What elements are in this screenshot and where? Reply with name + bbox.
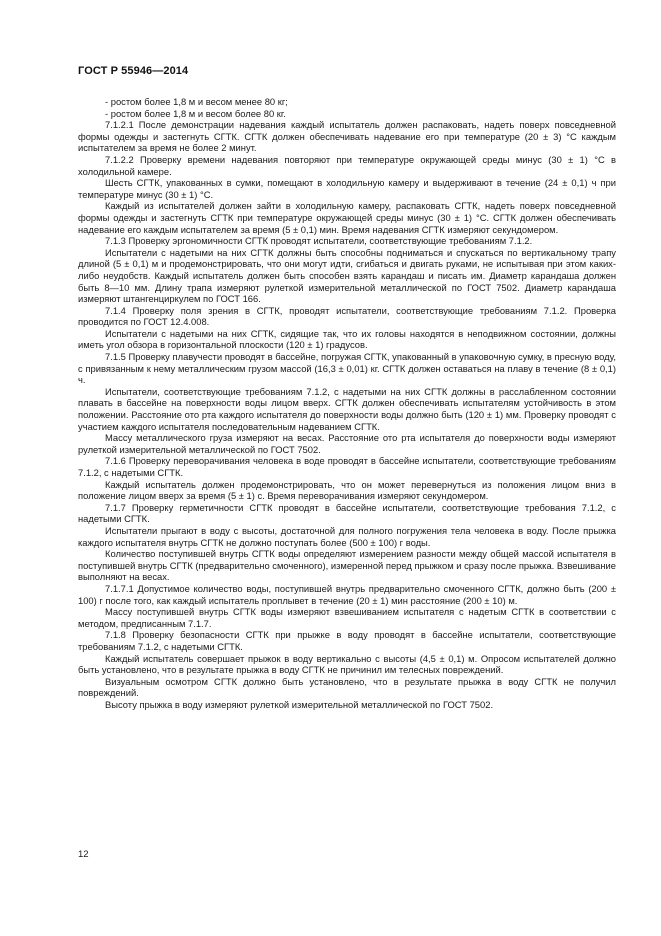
paragraph: 7.1.2.2 Проверку времени надевания повторяют при температуре окружающей среды минус (30 ± 1) °С в холодильной камере. xyxy=(78,153,616,177)
paragraph: 7.1.3 Проверку эргономичности СГТК проводят испытатели, соответствующие требованиям 7.1.2. xyxy=(105,235,533,247)
paragraph: Каждый испытатель должен продемонстрировать, что он может перевернуться из положения лицом вниз в положение лицом вверх за время (5 ± 1) с. Время переворачивания измеряют секундомером. xyxy=(78,478,616,502)
page-number: 12 xyxy=(78,849,89,860)
paragraph: Испытатели с надетыми на них СГТК, сидящие так, что их головы находятся в неподвижном состоянии, должны иметь угол обзора в горизонтальной плоскости (120 ± 1) градусов. xyxy=(78,327,616,351)
paragraph: Каждый из испытателей должен зайти в холодильную камеру, распаковать СГТК, надеть поверх повседневной формы одежды и застегнуть СГТК при температуре окружающей среды минус (30 ± 1) °С. СГТК должен обеспечивать надевание его каждым испытателем за время (5 ± 0,1) мин. Время надевания СГТК измеряют секундомером. xyxy=(78,200,616,235)
paragraph: Каждый испытатель совершает прыжок в воду вертикально с высоты (4,5 ± 0,1) м. Опросом испытателей должно быть установлено, что в результате прыжка в воду СГТК не причинил им телесных повреждений. xyxy=(78,652,616,676)
paragraph: Массу металлического груза измеряют на весах. Расстояние ото рта испытателя до поверхности воды измеряют рулеткой измерительной металлической по ГОСТ 7502. xyxy=(78,432,616,455)
paragraph: Высоту прыжка в воду измеряют рулеткой измерительной металлической по ГОСТ 7502. xyxy=(105,698,494,710)
paragraph: Количество поступившей внутрь СГТК воды определяют измерением разности между общей массой испытателя в поступившей внутрь СГТК (предварительно смоченного), измеренной перед прыжком и сразу после прыжка. Взвешивание выполняют на весах. xyxy=(78,548,616,583)
paragraph: 7.1.2.1 После демонстрации надевания каждый испытатель должен распаковать, надеть поверх повседневной формы одежды и застегнуть СГТК. СГТК должен обеспечивать надевание его при температуре (20 ± 3) °С каждым испытателем за время не более 2 минут. xyxy=(78,119,616,154)
paragraph: 7.1.5 Проверку плавучести проводят в бассейне, погружая СГТК, упакованный в упаковочную сумку, в пресную воду, с привязанным к нему металлическим грузом массой (16,3 ± 0,01) кг. СГТК должен оставаться на плаву в течение (8 ± 0,1) ч. xyxy=(78,351,616,386)
paragraph: Визуальным осмотром СГТК должно быть установлено, что в результате прыжка в воду СГТК не получил повреждений. xyxy=(78,675,616,699)
paragraph: Массу поступившей внутрь СГТК воды измеряют взвешиванием испытателя с надетым СГТК в соответствии с методом, предписанным 7.1.7. xyxy=(78,606,616,629)
paragraph: Испытатели прыгают в воду с высоты, достаточной для полного погружения тела человека в воду. После прыжка каждого испытателя внутрь СГТК не должно поступать более (500 ± 100) г воды. xyxy=(78,524,616,548)
paragraph: Шесть СГТК, упакованных в сумки, помещают в холодильную камеру и выдерживают в течение (24 ± 0,1) ч при температуре минус (30 ± 1) °С. xyxy=(78,177,616,200)
document-body xyxy=(78,96,616,710)
paragraph: 7.1.7.1 Допустимое количество воды, поступившей внутрь предварительно смоченного СГТК, должно быть (200 ± 100) г после того, как каждый испытатель проплывет в течение (20 ± 1) мин расстояние (200 ± 10) м. xyxy=(78,582,616,606)
paragraph: Испытатели, соответствующие требованиям 7.1.2, с надетыми на них СГТК должны в расслабленном состоянии плавать в бассейне на поверхности воды лицом вверх. СГТК должен обеспечивать испытателям устойчивость в этом положении. Расстояние ото рта каждого испытателя до поверхности воды должно быть (120 ± 1) мм. Проверку проводят с участием каждого испытателя последовательным надеванием СГТК. xyxy=(78,385,616,432)
paragraph: 7.1.6 Проверку переворачивания человека в воде проводят в бассейне испытатели, соответствующие требованиям 7.1.2, с надетыми СГТК. xyxy=(78,455,616,478)
paragraph: Испытатели с надетыми на них СГТК должны быть способны подниматься и спускаться по вертикальному трапу длиной (5 ± 0,1) м и продемонстрировать, что они могут идти, сгибаться и двигать руками, не испытывая при этом каких-либо неудобств. Каждый испытатель должен быть способен взять карандаш и писать им. Диаметр карандаша должен быть 8—10 мм. Длину трапа измеряют рулеткой измерительной металлической по ГОСТ 7502. Диаметр карандаша измеряют штангенциркулем по ГОСТ 166. xyxy=(78,246,616,305)
standard-header: ГОСТ Р 55946—2014 xyxy=(78,65,189,77)
paragraph: 7.1.4 Проверку поля зрения в СГТК, проводят испытатели, соответствующие требованиям 7.1.2. Проверка проводится по ГОСТ 12.4.008. xyxy=(78,304,616,328)
paragraph: 7.1.8 Проверку безопасности СГТК при прыжке в воду проводят в бассейне испытатели, соответствующие требованиям 7.1.2, с надетыми СГТК. xyxy=(78,629,616,652)
paragraph: 7.1.7 Проверку герметичности СГТК проводят в бассейне испытатели, соответствующие требования 7.1.2, с надетыми СГТК. xyxy=(78,501,616,525)
paragraph: - ростом более 1,8 м и весом более 80 кг. xyxy=(105,107,286,119)
paragraph: - ростом более 1,8 м и весом менее 80 кг; xyxy=(105,96,288,107)
